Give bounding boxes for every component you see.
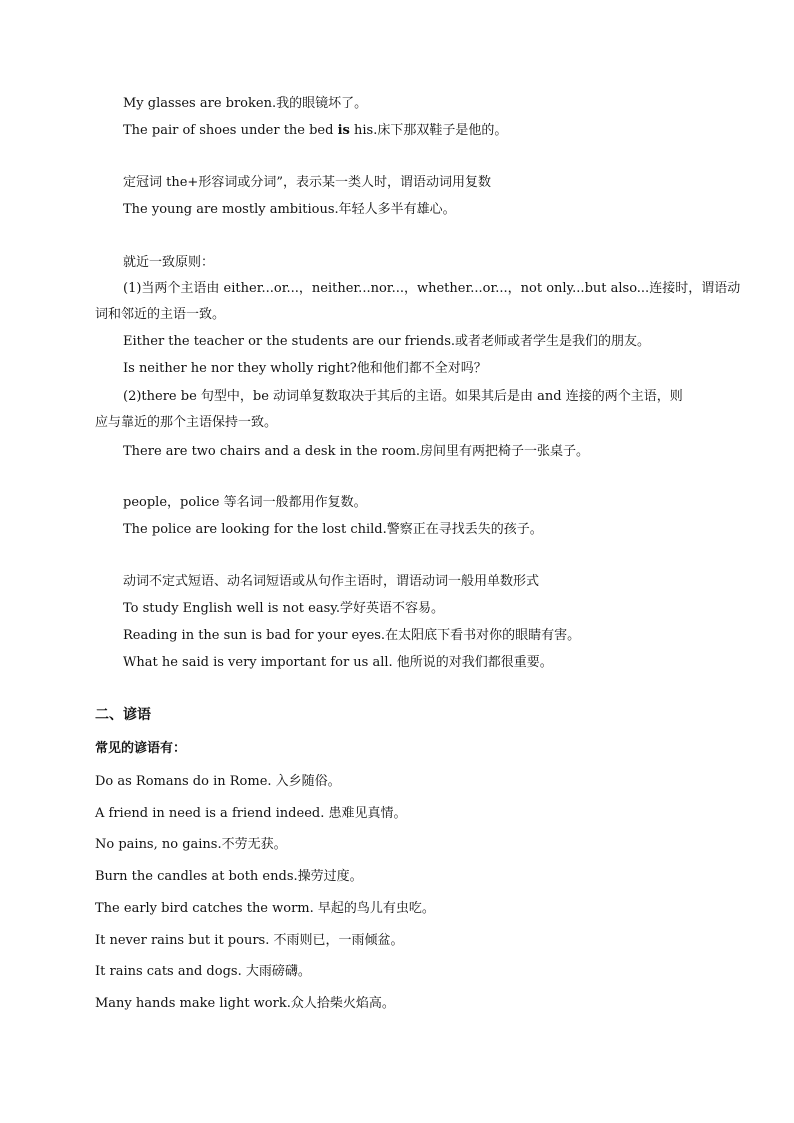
proximity-rule2-line2: 应与靠近的那个主语保持一致。 [95, 415, 278, 430]
proverb-item: It rains cats and dogs. 大雨磅礴。 [95, 964, 311, 979]
example-shoes-head: The pair of shoes under the bed [123, 123, 338, 138]
proximity-rule1-line2: 词和邻近的主语一致。 [95, 307, 226, 322]
section-heading-proverbs: 二、谚语 [95, 707, 151, 723]
proverb-item: It never rains but it pours. 不雨则已，一雨倾盆。 [95, 933, 404, 948]
rule-definite-article: 定冠词 the+形容词或分词”，表示某一类人时，谓语动词用复数 [123, 175, 491, 190]
proverbs-subheading: 常见的谚语有： [95, 741, 187, 756]
infinitive-subject-rule: 动词不定式短语、动名词短语或从句作主语时，谓语动词一般用单数形式 [123, 574, 540, 589]
proximity-title: 就近一致原则： [123, 255, 215, 270]
example-study-english: To study English well is not easy.学好英语不容易。 [123, 601, 445, 616]
proverb-item: Burn the candles at both ends.操劳过度。 [95, 869, 363, 884]
proverb-item: No pains, no gains.不劳无获。 [95, 837, 287, 852]
proximity-rule2-line1: (2)there be 句型中，be 动词单复数取决于其后的主语。如果其后是由 and 连接的两个主语，则 [123, 389, 683, 404]
example-shoes-bold-is: is [337, 123, 350, 138]
example-reading-sun: Reading in the sun is bad for your eyes.在太阳底下看书对你的眼睛有害。 [123, 628, 581, 643]
proverb-item: A friend in need is a friend indeed. 患难见真情。 [95, 806, 407, 821]
proximity-example-teacher: Either the teacher or the students are our friends.或者老师或者学生是我们的朋友。 [123, 334, 651, 349]
proximity-example-neither: Is neither he nor they wholly right?他和他们都不全对吗？ [123, 361, 487, 376]
collective-noun-rule: people，police 等名词一般都用作复数。 [123, 495, 367, 510]
proximity-example-chairs: There are two chairs and a desk in the room.房间里有两把椅子一张桌子。 [123, 444, 590, 459]
example-young: The young are mostly ambitious.年轻人多半有雄心。 [123, 202, 456, 217]
proverb-item: Do as Romans do in Rome. 入乡随俗。 [95, 774, 341, 789]
example-shoes-tail: his.床下那双鞋子是他的。 [349, 123, 508, 138]
example-shoes [123, 122, 507, 140]
example-glasses: My glasses are broken.我的眼镜坏了。 [123, 96, 368, 111]
proverb-item: Many hands make light work.众人拾柴火焰高。 [95, 996, 395, 1011]
proximity-rule1-line1: (1)当两个主语由 either...or...，neither...nor...，whether...or...，not only...but also...连接时，谓语动 [123, 281, 741, 296]
example-what-he-said: What he said is very important for us all. 他所说的对我们都很重要。 [123, 655, 553, 670]
proverb-item: The early bird catches the worm. 早起的鸟儿有虫吃。 [95, 901, 435, 916]
example-police: The police are looking for the lost child.警察正在寻找丢失的孩子。 [123, 522, 543, 537]
